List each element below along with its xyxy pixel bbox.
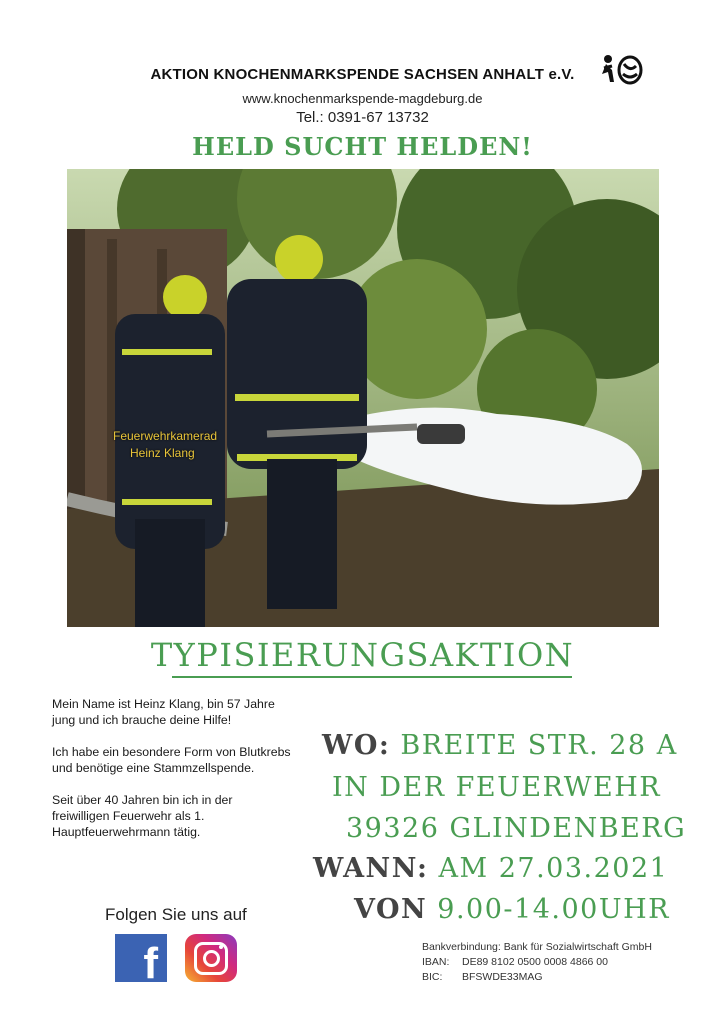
photo-caption xyxy=(113,428,217,462)
headline: HELD SUCHT HELDEN! xyxy=(192,132,533,161)
where-label: WO: xyxy=(322,730,391,761)
organization-website: www.knochenmarkspende-magdeburg.de xyxy=(242,91,483,106)
iban-value: DE89 8102 0500 0008 4866 00 xyxy=(462,956,608,968)
bic-label: BIC: xyxy=(422,971,443,983)
bic-value: BFSWDE33MAG xyxy=(462,971,543,983)
follow-us-text: Folgen Sie uns auf xyxy=(105,905,247,924)
story-paragraph-1: Mein Name ist Heinz Klang, bin 57 Jahre jung und ich brauche deine Hilfe! xyxy=(52,697,275,727)
facebook-glyph: f xyxy=(143,939,158,988)
story-paragraph-3: Seit über 40 Jahren bin ich in der freiwilligen Feuerwehr als 1. Hauptfeuerwehrmann tätig. xyxy=(52,793,233,839)
iban-label: IBAN: xyxy=(422,956,450,968)
subheadline: TYPISIERUNGSAKTION xyxy=(150,636,575,674)
bic-row xyxy=(422,970,652,985)
instagram-lens xyxy=(203,950,220,967)
event-where-line2 xyxy=(332,772,661,803)
event-time xyxy=(354,894,670,925)
bank-details xyxy=(422,940,652,985)
photo-caption-line1: Feuerwehrkamerad xyxy=(113,429,218,443)
organization-phone: Tel.: 0391-67 13732 xyxy=(296,109,429,126)
instagram-dot xyxy=(219,945,223,949)
personal-story xyxy=(52,696,292,856)
where-city: 39326 GLINDENBERG xyxy=(346,813,687,844)
photo-caption-line2: Heinz Klang xyxy=(130,446,195,460)
time-value: 9.00-14.00UHR xyxy=(437,894,670,925)
bank-name: Bankverbindung: Bank für Sozialwirtschaft GmbH xyxy=(422,941,652,953)
time-label: VON xyxy=(354,894,428,925)
instagram-icon[interactable] xyxy=(185,934,237,982)
firefighters-photo xyxy=(67,169,659,627)
event-when xyxy=(313,853,668,884)
subheadline-underline xyxy=(172,676,572,678)
running-figure-logo-icon xyxy=(598,52,644,86)
story-paragraph-2: Ich habe ein besondere Form von Blutkrebs und benötige eine Stammzellspende. xyxy=(52,745,291,775)
when-date: AM 27.03.2021 xyxy=(438,853,669,884)
where-street: BREITE STR. 28 A xyxy=(400,730,678,761)
iban-row xyxy=(422,955,652,970)
event-where-line3 xyxy=(346,813,686,844)
organization-name: AKTION KNOCHENMARKSPENDE SACHSEN ANHALT e.V. xyxy=(150,66,575,83)
where-venue: IN DER FEUERWEHR xyxy=(332,772,662,803)
facebook-icon[interactable] xyxy=(115,934,167,988)
event-where-line1 xyxy=(322,730,678,761)
when-label: WANN: xyxy=(313,853,429,884)
